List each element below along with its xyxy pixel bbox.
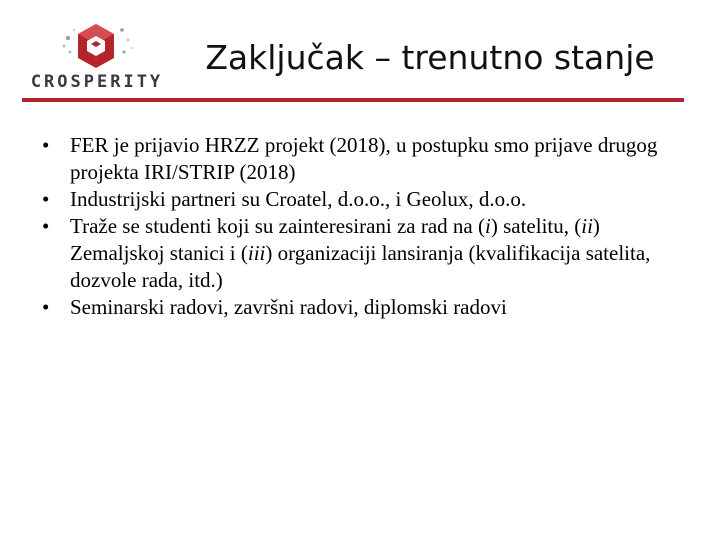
title-divider xyxy=(22,98,684,102)
bullet-italic: ii xyxy=(581,214,593,238)
bullet-italic: i xyxy=(485,214,491,238)
bullet-item xyxy=(38,132,678,186)
bullet-icon: • xyxy=(42,214,50,238)
bullet-text-part: Traže se studenti koji su zainteresirani za rad na ( xyxy=(70,214,485,238)
bullet-italic: iii xyxy=(247,241,266,265)
bullet-icon: • xyxy=(42,133,50,157)
bullet-text: Industrijski partneri su Croatel, d.o.o., i Geolux, d.o.o. xyxy=(70,187,527,211)
bullet-text-part: ) Zemaljskoj stanici i ( xyxy=(70,214,600,265)
crosperity-emblem-icon xyxy=(58,22,138,72)
bullet-item xyxy=(38,186,678,213)
bullet-list xyxy=(38,132,678,321)
bullet-icon: • xyxy=(42,295,50,319)
bullet-icon: • xyxy=(42,187,50,211)
bullet-text: FER je prijavio HRZZ projekt (2018), u postupku smo prijave drugog projekta IRI/STRIP (2018) xyxy=(70,133,658,184)
bullet-item xyxy=(38,294,678,321)
bullet-text-part: ) organizaciji lansiranja (kvalifikacija satelita, dozvole rada, itd.) xyxy=(70,241,651,292)
bullet-text-part: ) satelitu, ( xyxy=(490,214,582,238)
bullet-text: Seminarski radovi, završni radovi, diplomski radovi xyxy=(70,295,507,319)
crosperity-logo xyxy=(14,22,180,96)
bullet-item xyxy=(38,213,678,294)
slide-title: Zaključak – trenutno stanje xyxy=(205,38,655,77)
logo-wordmark: CROSPERITY xyxy=(30,72,164,92)
